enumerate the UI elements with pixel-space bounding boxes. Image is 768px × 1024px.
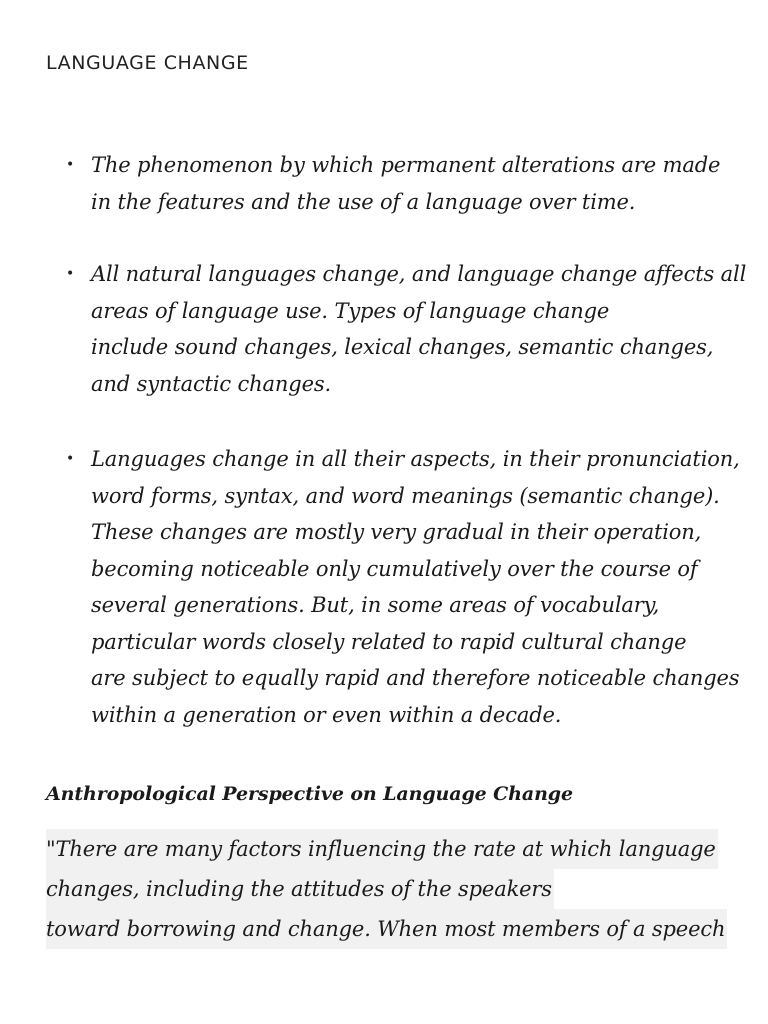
quote-line: changes, including the attitudes of the speakers bbox=[46, 869, 554, 909]
text-line: word forms, syntax, and word meanings (semantic change). bbox=[91, 483, 720, 508]
text-line: areas of language use. Types of language change bbox=[91, 298, 610, 323]
bullet-marker: • bbox=[66, 266, 75, 282]
bullet-marker: • bbox=[66, 157, 75, 173]
text-line: within a generation or even within a decade. bbox=[91, 702, 562, 727]
text-line: particular words closely related to rapid cultural change bbox=[91, 629, 687, 654]
text-line: Languages change in all their aspects, in their pronunciation, bbox=[91, 447, 740, 471]
text-line: several generations. But, in some areas of vocabulary, bbox=[91, 593, 660, 617]
quote-block bbox=[46, 829, 726, 949]
text-line: in the features and the use of a language over time. bbox=[91, 189, 636, 214]
text-line: and syntactic changes. bbox=[91, 371, 331, 396]
text-line: include sound changes, lexical changes, semantic changes, bbox=[91, 335, 714, 359]
bullet-text bbox=[91, 147, 726, 220]
text-line: The phenomenon by which permanent alterations are made bbox=[91, 153, 721, 177]
text-line: All natural languages change, and language change affects all bbox=[91, 262, 747, 286]
quote-line: toward borrowing and change. When most members of a speech bbox=[46, 909, 727, 949]
text-line: These changes are mostly very gradual in their operation, bbox=[91, 520, 702, 544]
quote-line: "There are many factors influencing the rate at which language bbox=[46, 829, 718, 869]
text-line: are subject to equally rapid and therefore noticeable changes bbox=[91, 666, 740, 690]
bullet-text bbox=[91, 256, 747, 402]
page-title: LANGUAGE CHANGE bbox=[46, 52, 249, 74]
bullet-marker: • bbox=[66, 451, 75, 467]
section-heading: Anthropological Perspective on Language Change bbox=[46, 783, 573, 805]
text-line: becoming noticeable only cumulatively over the course of bbox=[91, 556, 698, 581]
bullet-text bbox=[91, 441, 740, 733]
